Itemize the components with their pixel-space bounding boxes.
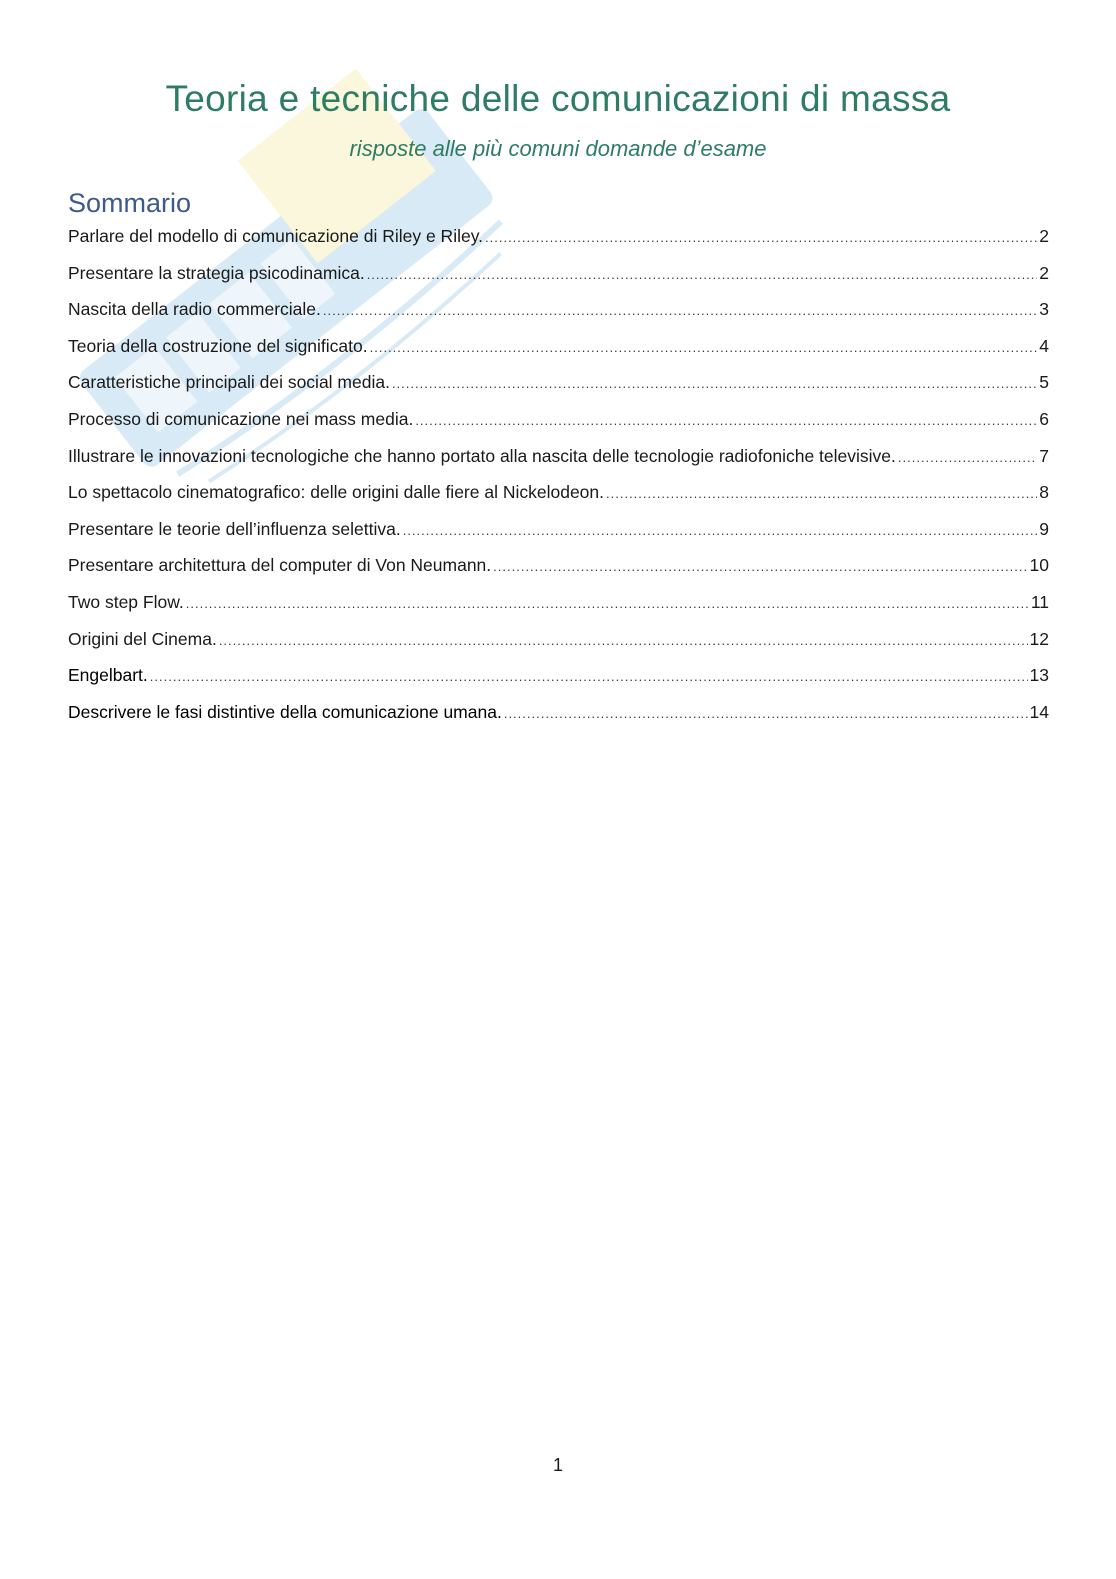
toc-entry-page: 6 [1039,408,1049,429]
page-subtitle: risposte alle più comuni domande d’esame [349,136,767,161]
toc-entry[interactable] [68,336,1049,373]
toc-entry-title: Caratteristiche principali dei social media. [68,372,390,393]
toc-entry-title: Two step Flow. [68,591,184,612]
toc-entry-title: Parlare del modello di comunicazione di Riley e Riley. [68,226,484,246]
toc-entry-title: Lo spettacolo cinematografico: delle origini dalle fiere al Nickelodeon. [68,482,605,503]
toc-entry-page: 5 [1039,372,1049,393]
toc-leader-dots [415,413,1037,428]
toc-entry[interactable] [68,482,1049,519]
toc-entry-page: 8 [1039,482,1049,503]
toc-entry-title: Presentare le teorie dell’influenza selettiva. [68,518,401,539]
toc-entry[interactable] [68,409,1049,446]
toc-entry-title: Presentare architettura del computer di Von Neumann. [68,555,492,576]
toc-entry[interactable] [68,446,1049,483]
toc-entry-title: Nascita della radio commerciale. [68,299,321,320]
toc-leader-dots [403,523,1038,538]
toc-heading: Sommario [68,188,192,218]
toc-leader-dots [367,267,1038,282]
toc-entry[interactable] [68,226,1049,263]
toc-leader-dots [323,303,1037,318]
toc-entry-title: Teoria della costruzione del significato. [68,335,368,356]
toc-entry-page: 13 [1029,665,1049,686]
toc-entry[interactable] [68,372,1049,409]
toc-leader-dots [898,450,1037,465]
toc-leader-dots [493,559,1027,574]
toc-leader-dots [186,596,1029,611]
toc-entry-page: 2 [1039,262,1049,283]
toc-entry-title: Presentare la strategia psicodinamica. [68,262,365,283]
toc-leader-dots [606,486,1037,501]
toc-entry-page: 12 [1029,628,1049,649]
toc-entry[interactable] [68,702,1049,739]
toc-entry-page: 7 [1039,445,1049,466]
toc-entry-page: 14 [1029,701,1049,722]
toc-entry-title: Origini del Cinema. [68,628,217,649]
table-of-contents [68,226,1049,738]
toc-leader-dots [150,669,1028,684]
toc-entry-title: Engelbart. [68,665,148,686]
page-title: Teoria e tecniche delle comunicazioni di massa [165,78,951,119]
toc-entry[interactable] [68,519,1049,556]
toc-entry[interactable] [68,592,1049,629]
toc-entry[interactable] [68,665,1049,702]
toc-leader-dots [504,706,1028,721]
toc-entry-title: Processo di comunicazione nei mass media. [68,408,414,429]
toc-leader-dots [219,633,1028,648]
toc-entry-page: 4 [1039,335,1049,356]
toc-entry-page: 2 [1039,226,1049,246]
page-number: 1 [552,1455,563,1475]
toc-entry-page: 9 [1039,518,1049,539]
toc-leader-dots [370,340,1038,355]
toc-entry-page: 3 [1039,299,1049,320]
toc-entry[interactable] [68,629,1049,666]
toc-entry-title: Illustrare le innovazioni tecnologiche che hanno portato alla nascita delle tecnologie radiofoniche televisive. [68,445,896,466]
toc-entry-title: Descrivere le fasi distintive della comunicazione umana. [68,701,502,722]
toc-entry-page: 10 [1029,555,1049,576]
toc-entry[interactable] [68,263,1049,300]
toc-entry[interactable] [68,299,1049,336]
toc-leader-dots [392,376,1037,391]
toc-leader-dots [485,230,1037,245]
toc-entry[interactable] [68,555,1049,592]
toc-entry-page: 11 [1030,591,1049,612]
